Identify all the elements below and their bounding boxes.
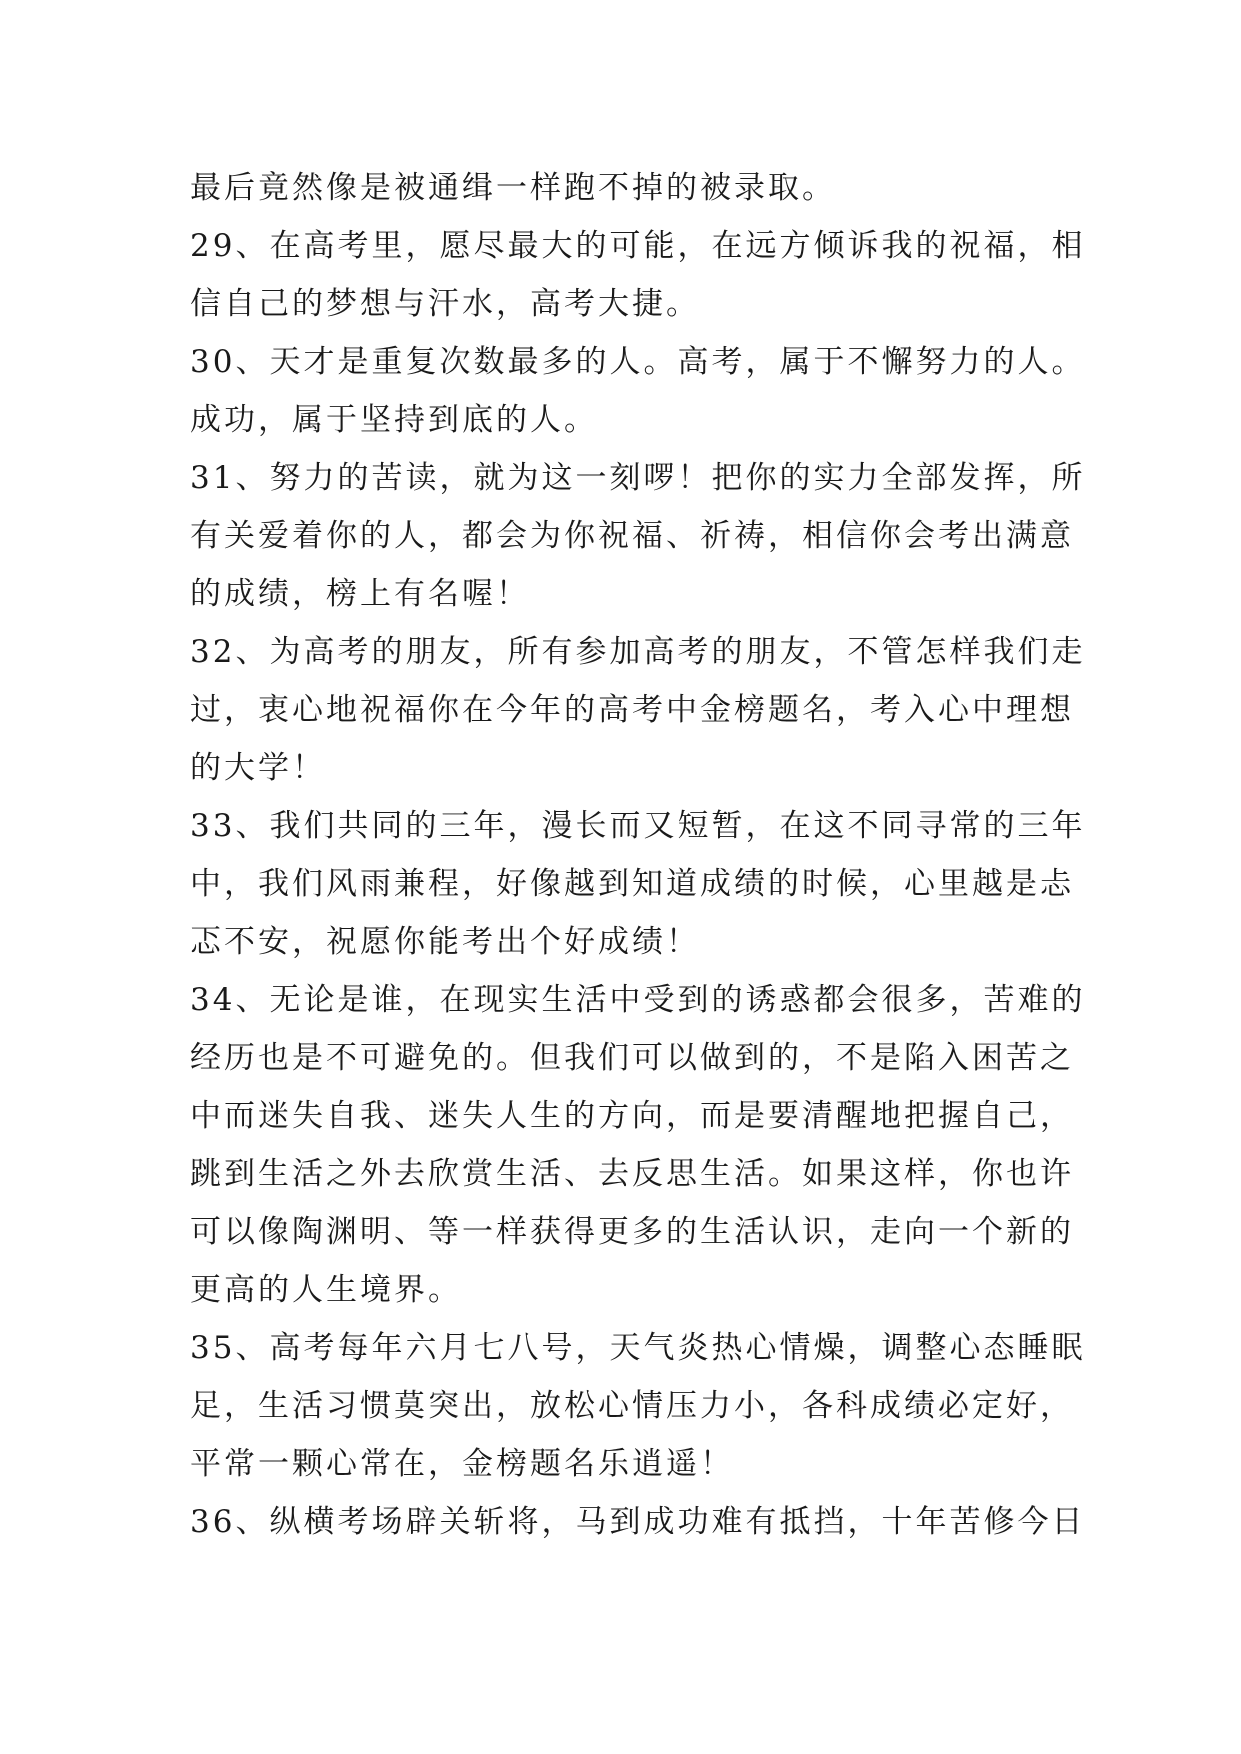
text-line: 有关爱着你的人，都会为你祝福、祈祷，相信你会考出满意 (190, 518, 1074, 554)
text-line: 成功，属于坚持到底的人。 (190, 402, 598, 438)
text-line: 中，我们风雨兼程，好像越到知道成绩的时候，心里越是忐 (190, 866, 1074, 902)
text-line: 可以像陶渊明、等一样获得更多的生活认识，走向一个新的 (190, 1214, 1074, 1250)
text-line: 32、为高考的朋友，所有参加高考的朋友，不管怎样我们走 (190, 634, 1086, 670)
text-line: 跳到生活之外去欣赏生活、去反思生活。如果这样，你也许 (190, 1156, 1074, 1192)
text-line: 更高的人生境界。 (190, 1272, 462, 1308)
text-line: 33、我们共同的三年，漫长而又短暂，在这不同寻常的三年 (190, 808, 1086, 844)
text-line: 34、无论是谁，在现实生活中受到的诱惑都会很多，苦难的 (190, 982, 1086, 1018)
text-line: 足，生活习惯莫突出，放松心情压力小，各科成绩必定好， (190, 1388, 1074, 1424)
document-body (190, 159, 1086, 1551)
text-line: 29、在高考里，愿尽最大的可能，在远方倾诉我的祝福，相 (190, 228, 1086, 264)
text-line: 的成绩，榜上有名喔！ (190, 576, 530, 612)
text-line: 忑不安，祝愿你能考出个好成绩！ (190, 924, 700, 960)
text-line: 过，衷心地祝福你在今年的高考中金榜题名，考入心中理想 (190, 692, 1074, 728)
text-line: 中而迷失自我、迷失人生的方向，而是要清醒地把握自己， (190, 1098, 1074, 1134)
text-line: 30、天才是重复次数最多的人。高考，属于不懈努力的人。 (190, 344, 1086, 380)
text-line: 31、努力的苦读，就为这一刻啰！把你的实力全部发挥，所 (190, 460, 1086, 496)
text-line: 信自己的梦想与汗水，高考大捷。 (190, 286, 700, 322)
text-line: 36、纵横考场辟关斩将，马到成功难有抵挡，十年苦修今日 (190, 1504, 1086, 1540)
text-line: 平常一颗心常在，金榜题名乐逍遥！ (190, 1446, 734, 1482)
text-line: 最后竟然像是被通缉一样跑不掉的被录取。 (190, 170, 836, 206)
text-line: 经历也是不可避免的。但我们可以做到的，不是陷入困苦之 (190, 1040, 1074, 1076)
text-line: 的大学！ (190, 750, 326, 786)
text-line: 35、高考每年六月七八号，天气炎热心情燥，调整心态睡眠 (190, 1330, 1086, 1366)
